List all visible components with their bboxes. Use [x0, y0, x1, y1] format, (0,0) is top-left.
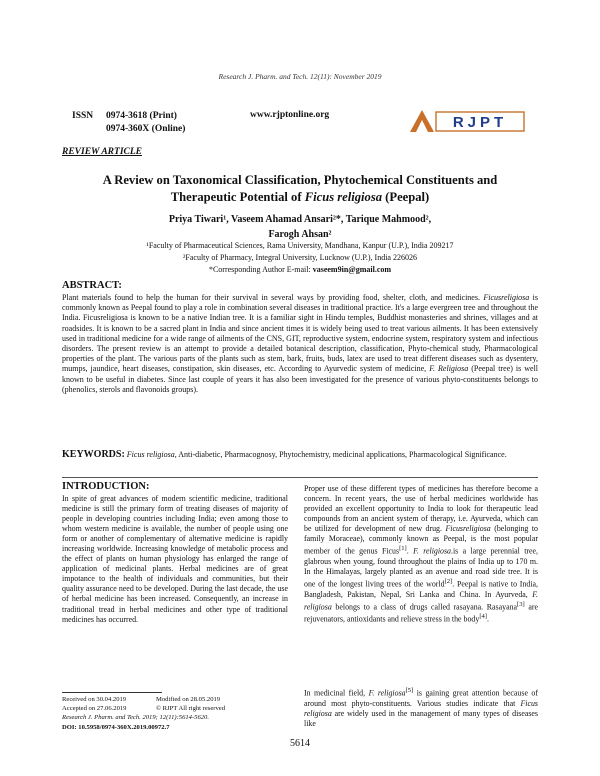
article-footer: [62, 695, 292, 732]
title-line-1: A Review on Taxonomical Classification, Phytochemical Constituents and: [102, 173, 498, 187]
affiliation-1: ¹Faculty of Pharmaceutical Sciences, Rama University, Mandhana, Kanpur (U.P.), India 209217: [146, 241, 454, 250]
journal-website[interactable]: www.rjptonline.org: [250, 110, 330, 120]
footer-rule: [62, 692, 162, 693]
intro-left-column: In spite of great advances of modern scientific medicine, traditional medicine is still the primary form of treating diseases of majority of people in developing countries including India; even among those to whom western medicine is available, the number of people using one form or another of complementary of alternative medicine is rapidly increasing worldwide. Increasing knowledge of metabolic process and the effect of plants on human physiology has enlarged the range of application of medicinal plants. Herbal medicines are of great impotance to the health of individuals and communities, but their quality assurance need to be developed. During the last decade, the use of herbal medicine has been increased. Consequently, an increase in traditional tread in herbal medicines and other type of traditional medicines has occurred.: [62, 494, 288, 624]
affiliation-2: ²Faculty of Pharmacy, Integral University, Lucknow (U.P.), India 226026: [183, 253, 417, 262]
doi[interactable]: DOI: 10.5958/0974-360X.2019.00972.7: [62, 723, 170, 731]
citation: Research J. Pharm. and Tech. 2019; 12(11):5614-5620.: [62, 714, 209, 722]
rights-notice: © RJPT All right reserved: [156, 705, 225, 713]
intro-right-column-para-2: In medicinal field, F. religiosa[5] is gaining great attention because of around most phyto-constituents. Various studies indicate that Ficus religiosa are widely used in the management of many types of diseases like: [304, 687, 538, 728]
accepted-date: Accepted on 27.06.2019: [62, 705, 127, 713]
intro-right-column: Proper use of these different types of medicines has therefore become a concern. In recent years, the use of herbal medicines worldwide has provided an excellent opportunity to India to look for therapeutic lead compounds from an ancient system of therapy, i.e. Ayurveda, which can be utilized for development of new drug. Ficusreligiosa (belonging to family Moraceae), commonly known as Peepal, is the most popular member of the genus Ficus[1]. F. religiosa.is a large perennial tree, glabrous when young, found throughout the plains of India up to 170 m. In the Himalayas, largely planted as an avenue and road side tree. It is one of the longest living trees of the world[2]. Peepal is native to India, Bangladesh, Pakistan, Nepal, Sri Lanka and China. In Ayurveda, F. religiosa belongs to a class of drugs called rasayana. Rasayana[3] are rejuvenators, antioxidants and relieve stress in the body[4].: [304, 484, 539, 625]
received-date: Received on 30.04.2019: [62, 696, 127, 703]
modified-date: Modified on 28.05.2019: [156, 696, 221, 703]
section-label: REVIEW ARTICLE: [62, 147, 142, 157]
logo-emblem-icon: [410, 110, 434, 132]
issn-print: 0974-3618 (Print): [106, 111, 177, 121]
page-number: 5614: [290, 738, 310, 749]
abstract-heading: ABSTRACT:: [62, 280, 122, 291]
corresponding-author: *Corresponding Author E-mail: vaseem9in@gmail.com: [208, 265, 392, 274]
affiliations: [40, 240, 560, 276]
rjpt-logo: [408, 108, 526, 134]
author-list: [100, 212, 500, 242]
authors-line-1: Priya Tiwari¹, Vaseem Ahamad Ansari²*, Tarique Mahmood²,: [168, 214, 432, 225]
journal-header: Research J. Pharm. and Tech. 12(11): November 2019: [218, 72, 382, 81]
issn-block: [72, 110, 185, 136]
keywords-label: KEYWORDS:: [62, 449, 125, 460]
keywords: KEYWORDS: Ficus religiosa, Anti-diabetic, Pharmacognosy, Phytochemistry, medicinal applications, Pharmacological Significance.: [62, 449, 507, 460]
section-divider: [62, 477, 538, 478]
corresponding-email[interactable]: vaseem9in@gmail.com: [312, 265, 392, 274]
article-title: [40, 172, 560, 206]
introduction-heading: INTRODUCTION:: [62, 481, 150, 492]
abstract-body: Plant materials found to help the human for their survival in several ways by providing food, shelter, cloth, and medicines. Ficusreligiosa is commonly known as Peepal found to play a role in combination several diseases in traditional practice. It's a large evergreen tree and throughout the India. Ficusreligiosa is known to be a native Indian tree. It is a familiar sight in Hindu temples, Buddhist monasteries and shrines, villages and at roadsides. It is known to be a sacred plant in India and since ancient times it is widely being used to treat various ailments. It has been extensively used in traditional medicine for a wide range of ailments of the CNS, GIT, reproductive system, endocrine system, respiratory system and infectious disorders. The present review is an attempt to provide a detailed botanical description, classification, Phyto-chemical study, Pharmacological properties of the plant. The various parts of the plants such as stem, bark, fruits, buds, latex are used to treat different diseases such as dysentery, mumps, jaundice, heart diseases, constipation, skin diseases, etc. According to Ayurvedic system of medicine, F. Religiosa (Peepal tree) is well known to be useful in diabetes. Since last couple of years it has also been investigated for the presence of various phyto-constituents belongs to (phenolics, sterols and flavonoids groups).: [62, 293, 539, 394]
issn-online: 0974-360X (Online): [106, 124, 186, 134]
logo-text: RJPT: [452, 114, 508, 131]
authors-line-2: Farogh Ahsan²: [268, 229, 332, 240]
issn-label: ISSN: [72, 111, 94, 121]
title-line-2: Therapeutic Potential of Ficus religiosa (Peepal): [170, 190, 430, 204]
